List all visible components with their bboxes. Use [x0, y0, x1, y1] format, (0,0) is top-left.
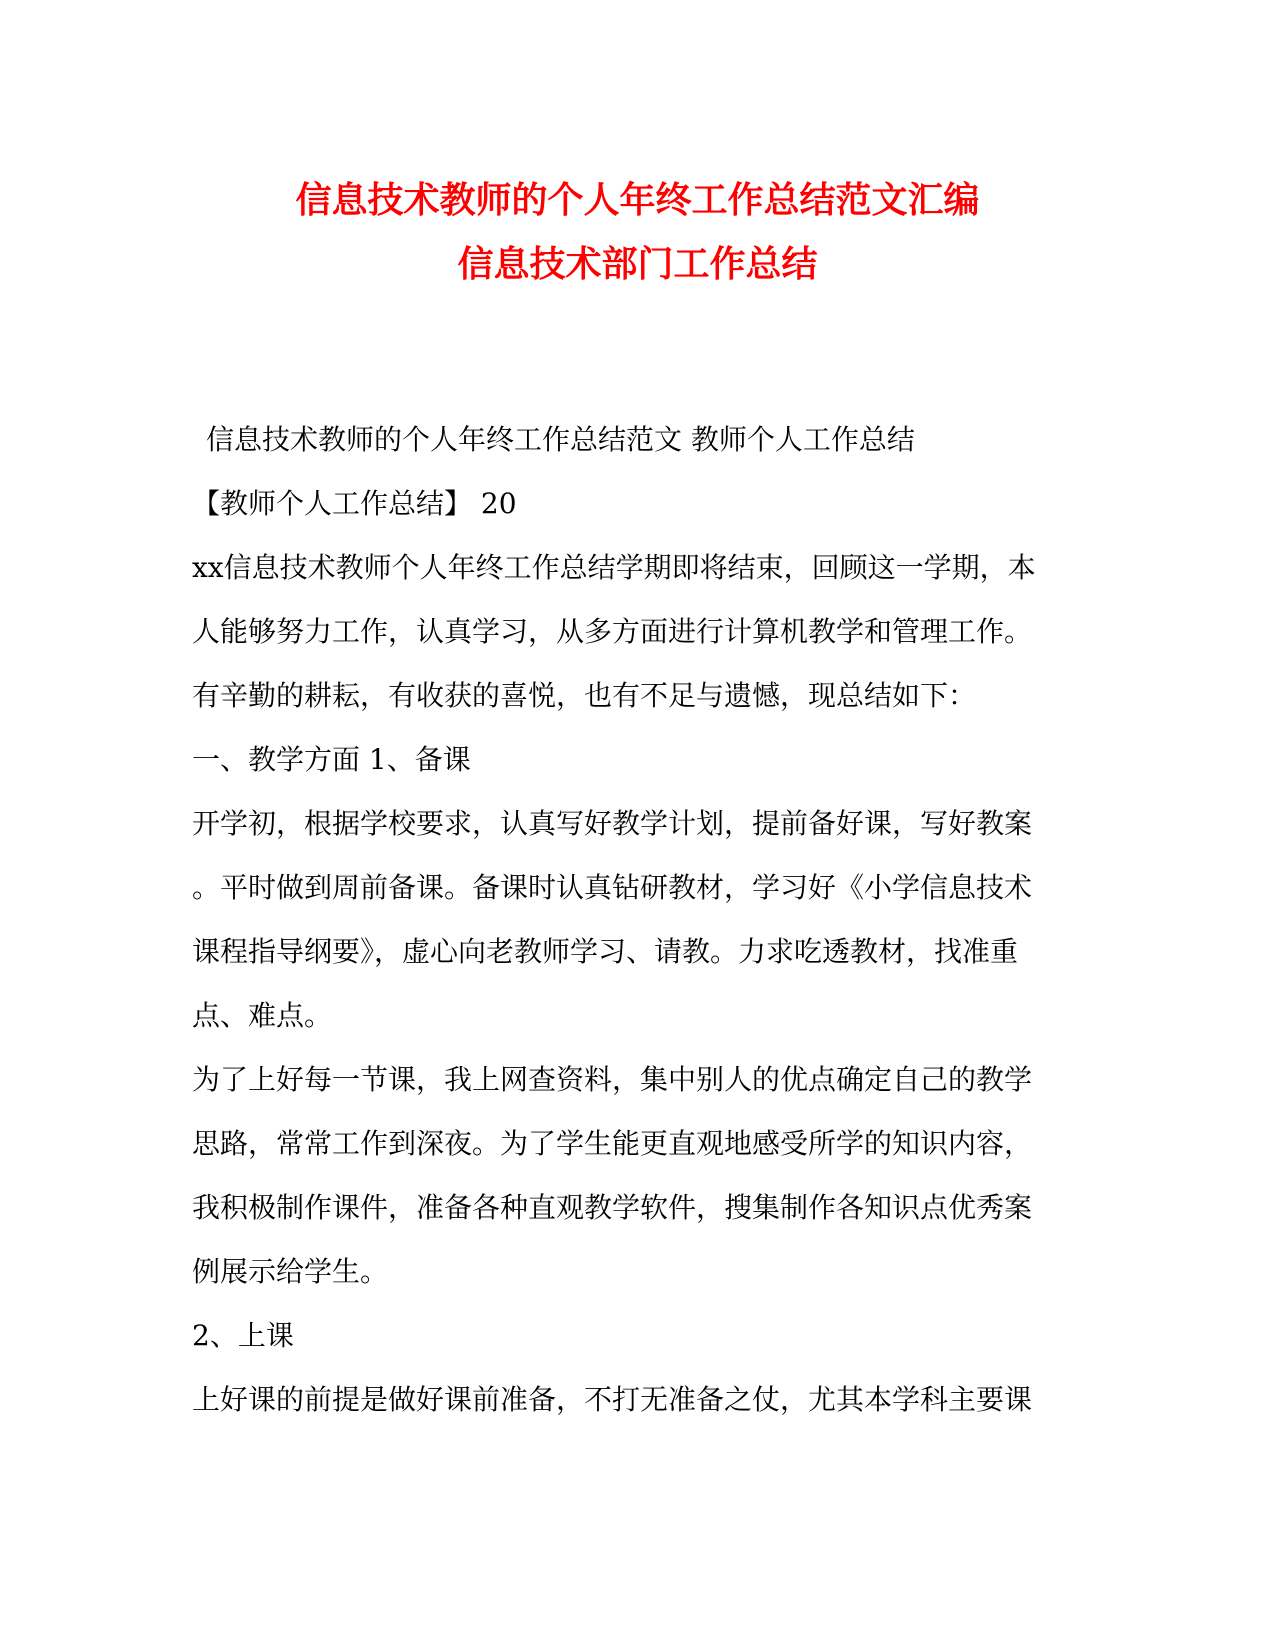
section-heading: 2、上课 [192, 1319, 294, 1352]
document-body [192, 408, 1072, 1432]
body-line: 点、难点。 [192, 999, 333, 1032]
body-line: 课程指导纲要》，虚心向老教师学习、请教。力求吃透教材，找准重 [192, 935, 1019, 968]
body-line: 思路，常常工作到深夜。为了学生能更直观地感受所学的知识内容， [192, 1127, 1033, 1160]
document-title [0, 168, 1275, 296]
body-line: 人能够努力工作，认真学习，从多方面进行计算机教学和管理工作。 [192, 615, 1033, 648]
body-line: 信息技术教师的个人年终工作总结范文 教师个人工作总结 [206, 423, 915, 456]
body-line: 。平时做到周前备课。备课时认真钻研教材，学习好《小学信息技术 [192, 871, 1033, 904]
body-line: xx信息技术教师个人年终工作总结学期即将结束，回顾这一学期，本 [192, 551, 1036, 584]
body-line: 上好课的前提是做好课前准备，不打无准备之仗，尤其本学科主要课 [192, 1383, 1033, 1416]
body-line: 开学初，根据学校要求，认真写好教学计划，提前备好课，写好教案 [192, 807, 1033, 840]
title-line-1: 信息技术教师的个人年终工作总结范文汇编 [295, 179, 980, 221]
body-line: 为了上好每一节课，我上网查资料，集中别人的优点确定自己的教学 [192, 1063, 1033, 1096]
body-line: 【教师个人工作总结】 20 [192, 487, 517, 520]
body-line: 例展示给学生。 [192, 1255, 389, 1288]
title-line-2: 信息技术部门工作总结 [457, 243, 818, 285]
body-line: 我积极制作课件，准备各种直观教学软件，搜集制作各知识点优秀案 [192, 1191, 1033, 1224]
section-heading: 一、教学方面 1、备课 [192, 743, 471, 776]
body-line: 有辛勤的耕耘，有收获的喜悦，也有不足与遗憾，现总结如下： [192, 679, 977, 712]
